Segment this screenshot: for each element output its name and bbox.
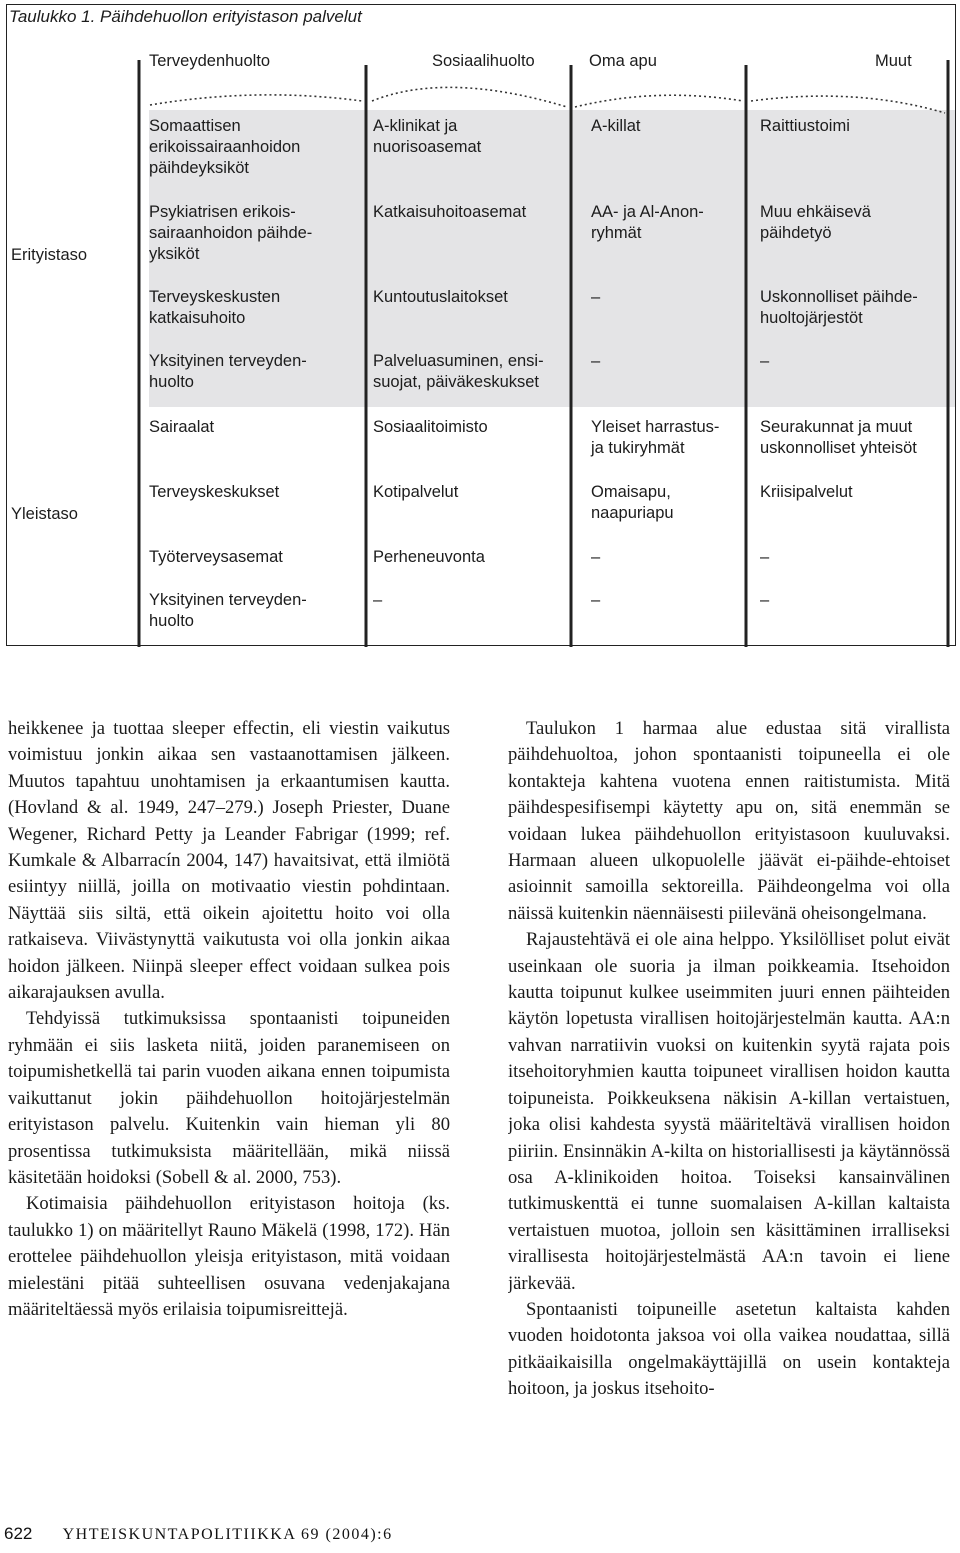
table-cell: Kriisipalvelut — [760, 483, 853, 501]
header-sosiaalihuolto: Sosiaalihuolto — [432, 52, 535, 70]
table-cell: Työterveysasemat — [149, 548, 283, 566]
table-cell: Kuntoutuslaitokset — [373, 288, 508, 306]
table-cell: Uskonnolliset päihde- huoltojärjestöt — [760, 288, 918, 327]
table-cell: Sairaalat — [149, 418, 215, 436]
table-cell: Kotipalvelut — [373, 483, 459, 501]
table-cell: Yksityinen terveyden- huolto — [149, 352, 307, 391]
table-cell: Yksityinen terveyden- huolto — [149, 591, 307, 630]
header-terveydenhuolto: Terveydenhuolto — [149, 52, 271, 70]
journal-name: YHTEISKUNTAPOLITIIKKA 69 (2004):6 — [62, 1526, 393, 1543]
table-cell: A-killat — [591, 117, 641, 135]
level-label-special: Erityistaso — [11, 246, 88, 264]
table-cell: – — [591, 352, 601, 370]
table-cell: Terveyskeskukset — [149, 483, 280, 501]
table-cell: Muu ehkäisevä päihdetyö — [760, 203, 871, 242]
level-label-general: Yleistaso — [11, 505, 78, 523]
paragraph: Spontaanisti toipuneille asetetun kaltaista kahden vuoden hoidotonta jaksoa voi olla vaikea noudattaa, sillä pitkäaikaisilla ongelmakäyttäjillä on usein kontakteja hoitoon, ja joskus itsehoito- — [508, 1298, 950, 1400]
table-cell: Perheneuvonta — [373, 548, 485, 566]
table-figure — [6, 4, 956, 646]
paragraph: heikkenee ja tuottaa sleeper effectin, eli viestin vaikutus voimistuu jonkin aikaa sen vastaanottamisen jälkeen. Muutos tapahtuu unohtamisen ja erkaantumisen kautta. (Hovland & al. 1949, 247–279.) Joseph Priester, Duane Wegener, Richard Petty ja Leander Fabrigar (1999; ref. Kumkale & Albarracín 2004, 147) havaitsivat, että ilmiötä esiintyy niillä, joilla on motivaatio viestin pohdintaan. Näyttää siis siltä, että oikein ajoitettu hoito voi olla ratkaiseva. Viivästynyttä vaikutusta voi olla jonkin aikaa hoidon jälkeen. Niinpä sleeper effect voidaan sulkea pois aikarajauksen avulla. — [8, 718, 450, 1004]
body-column-left — [8, 716, 450, 1323]
table-cell: Somaattisen erikoissairaanhoidon päihdeyksiköt — [149, 117, 301, 177]
table-cell: – — [760, 352, 770, 370]
table-cell: Terveyskeskusten katkaisuhoito — [149, 288, 281, 327]
header-arc-1 — [150, 95, 362, 105]
paragraph: Rajaustehtävä ei ole aina helppo. Yksilölliset polut eivät useinkaan ole suoria ja ilman poikkeamia. Itsehoidon kautta toipunut kulkee useimmiten juuri ennen päihteiden käytön lopetusta virallisen hoitojärjestelmän kautta. AA:n vahvan narratiivin vuoksi on kuitenkin syytä rajata pois itsehoitoryhmien kautta toipuneet virallisen hoidon kautta toipuneista. Poikkeuksena näkisin A-killan vertaistuen, joka olisi kahdesta syystä määriteltävä virallisen hoidon piiriin. Ensinnäkin A-kilta on historiallisesti ja käytännössä osa A-klinikoiden hoitoa. Toiseksi kansainvälinen tutkimuskenttä ei tunne suomalaisen A-killan kaltaista vertaistuen muotoa, jolloin sen käsittäminen irralliseksi virallisesta hoitojärjestelmästä AA:n tavoin ei liene järkevää. — [508, 929, 950, 1294]
header-arc-2 — [372, 87, 567, 107]
table-cell: – — [760, 591, 770, 609]
table-cell: Omaisapu, naapuriapu — [591, 483, 674, 522]
page-number: 622 — [4, 1524, 33, 1543]
table-cell: Seurakunnat ja muut uskonnolliset yhteisöt — [760, 418, 917, 457]
table-cell: AA- ja Al-Anon- ryhmät — [591, 203, 704, 242]
table-cell: – — [760, 548, 770, 566]
table-cell: – — [373, 591, 383, 609]
table-cell: Palveluasuminen, ensi- suojat, päiväkeskukset — [373, 352, 544, 391]
page-footer — [4, 1524, 393, 1544]
body-column-right — [508, 716, 950, 1403]
paragraph: Kotimaisia päihdehuollon erityistason hoitoja (ks. taulukko 1) on määritellyt Rauno Mäkelä (1998, 172). Hän erottelee päihdehuollon yleisja erityistason, mitä voidaan mielestäni pitää suhteellisen osuvana vedenjakajana määriteltäessä myös erilaisia toipumisreittejä. — [8, 1193, 450, 1320]
table-cell: Katkaisuhoitoasemat — [373, 203, 527, 221]
table-cell: – — [591, 288, 601, 306]
header-muut: Muut — [875, 52, 912, 70]
table-cell: Raittiustoimi — [760, 117, 850, 135]
header-oma-apu: Oma apu — [589, 52, 657, 70]
table-cell: Psykiatrisen erikois- sairaanhoidon päihde- yksiköt — [149, 203, 313, 263]
table-cell: – — [591, 548, 601, 566]
header-arc-3 — [575, 95, 743, 107]
table-cell: Sosiaalitoimisto — [373, 418, 488, 436]
table-cell: Yleiset harrastus- ja tukiryhmät — [591, 418, 720, 457]
table-cell: – — [591, 591, 601, 609]
paragraph: Tehdyissä tutkimuksissa spontaanisti toipuneiden ryhmään ei siis lasketa niitä, joiden paranemiseen on toipumishetkellä tai parin vuoden aikana ennen toipumista vaikuttanut jokin päihdehuollon hoitojärjestelmän erityistason palvelu. Kuitenkin vain hieman yli 80 prosentissa tutkimuksista määritellään, mikä niissä käsitetään hoidoksi (Sobell & al. 2000, 753). — [8, 1008, 450, 1188]
header-arc-4 — [751, 96, 945, 113]
paragraph: Taulukon 1 harmaa alue edustaa sitä virallista päihdehuoltoa, johon spontaanisti toipuneella ei ole kontakteja kahtena vuotena ennen raitistumista. Mitä päihdespesifisempi käytetty apu on, sitä enemmän se voidaan lukea päihdehuollon erityistasoon kuuluvaksi. Harmaan alueen ulkopuolelle jäävät ei-päihde-ehtoiset asioinnit samoilla sektoreilla. Päihdeongelma voi olla näissä kuitenkin näennäisesti piilevänä oheisongelmana. — [508, 718, 950, 924]
table-cell: A-klinikat ja nuorisoasemat — [373, 117, 482, 156]
table-caption: Taulukko 1. Päihdehuollon erityistason palvelut — [9, 7, 362, 26]
